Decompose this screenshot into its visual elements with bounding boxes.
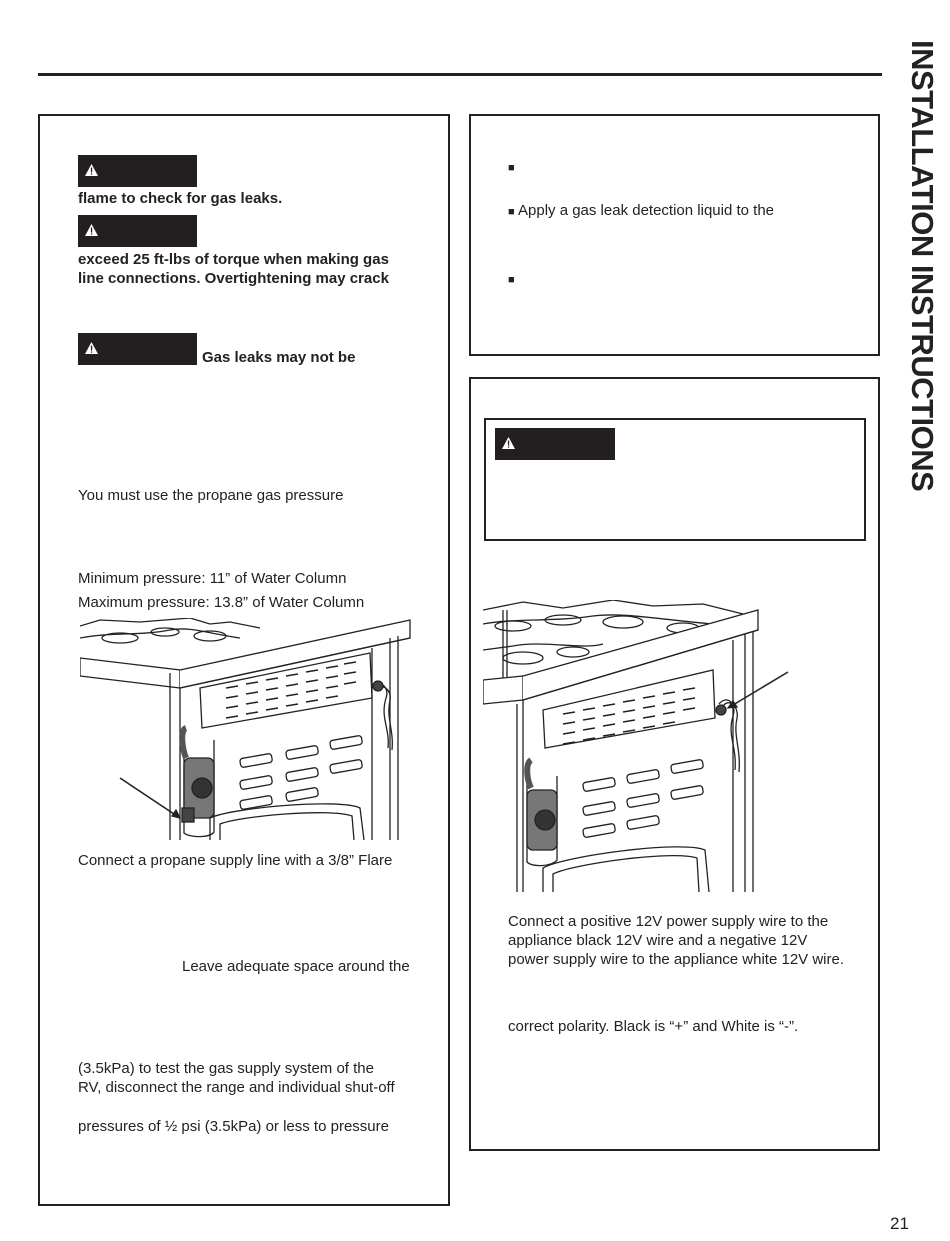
pressures-line: pressures of ½ psi (3.5kPa) or less to pressure (78, 1118, 389, 1135)
pressure-intro: You must use the propane gas pressure (78, 487, 344, 504)
warning-triangle-icon (85, 342, 98, 354)
side-title: INSTALLATION INSTRUCTIONS (905, 40, 940, 492)
warning-triangle-icon (502, 437, 515, 449)
connect-line: Connect a propane supply line with a 3/8” Flare (78, 852, 393, 869)
space-line: Leave adequate space around the (182, 958, 410, 975)
warning-triangle-icon (85, 164, 98, 176)
bullet-1 (508, 157, 515, 178)
page-number: 21 (890, 1214, 909, 1233)
warning-3-text: Gas leaks may not be (202, 349, 356, 366)
warning-triangle-icon (85, 224, 98, 236)
bullet-2 (508, 201, 774, 222)
test-line-2: RV, disconnect the range and individual shut-off (78, 1079, 395, 1096)
top-rule (38, 73, 882, 76)
warning-1-text: flame to check for gas leaks. (78, 190, 283, 207)
warning-2-line-2: line connections. Overtightening may crack (78, 270, 389, 287)
warning-badge-2 (78, 215, 197, 247)
power-line-3: power supply wire to the appliance white 12V wire. (508, 951, 845, 968)
warning-badge-3 (78, 333, 197, 365)
bullet-2-text: Apply a gas leak detection liquid to the (518, 202, 775, 219)
power-line-1: Connect a positive 12V power supply wire to the (508, 913, 829, 930)
bullet-glyph: ■ (508, 206, 515, 218)
bullet-glyph: ■ (508, 274, 515, 286)
power-line-2: appliance black 12V wire and a negative 12V (508, 932, 808, 949)
bullet-3 (508, 269, 515, 290)
test-line-1: (3.5kPa) to test the gas supply system of the (78, 1060, 374, 1077)
min-pressure: Minimum pressure: 11” of Water Column (78, 570, 347, 587)
right-top-panel (469, 114, 880, 356)
bullet-glyph: ■ (508, 162, 515, 174)
max-pressure: Maximum pressure: 13.8” of Water Column (78, 594, 365, 611)
range-12v-wires-illustration (483, 600, 793, 892)
warning-badge-1 (78, 155, 197, 187)
range-rear-regulator-illustration (80, 618, 414, 840)
polarity-line: correct polarity. Black is “+” and White is “-”. (508, 1018, 799, 1035)
warning-badge-4 (495, 428, 615, 460)
warning-2-line-1: exceed 25 ft-lbs of torque when making gas (78, 251, 389, 268)
